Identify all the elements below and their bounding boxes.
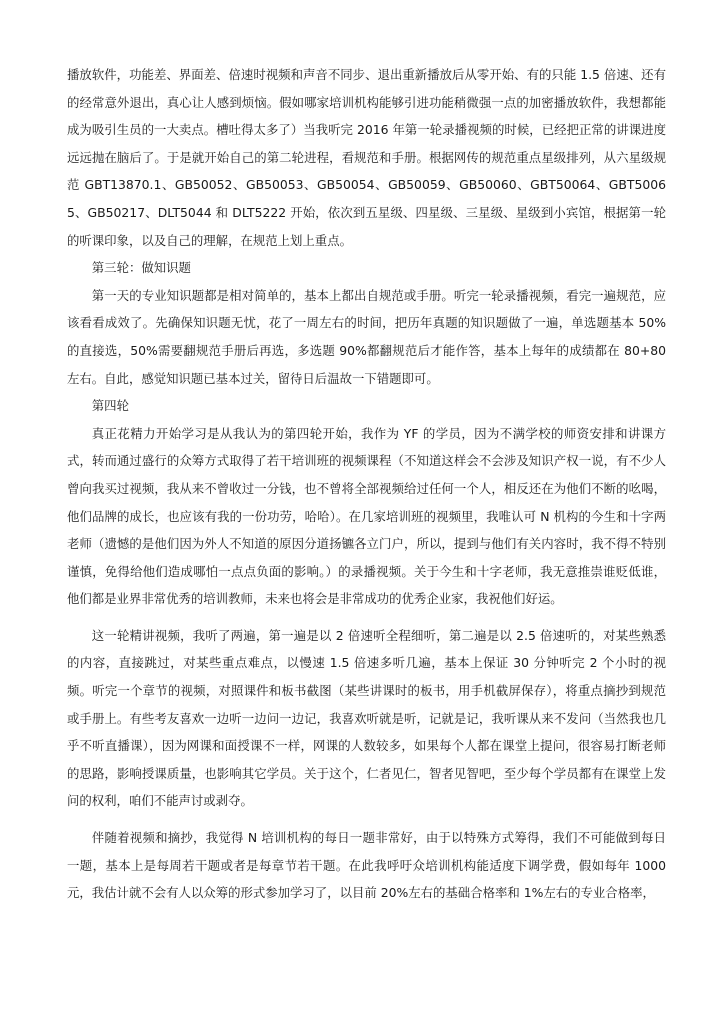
document-body (67, 61, 666, 907)
section-heading-round-four: 第四轮 (91, 398, 129, 414)
paragraph-video-study: 这一轮精讲视频，我听了两遍，第一遍是以 2 倍速听全程细听，第二遍是以 2.5 倍速听的，对某些熟悉的内容，直接跳过，对某些重点难点，以慢速 1.5 倍速多听几遍，基本上保证 30 分钟听完 2 个小时的视频。听完一个章节的视频，对照课件和板书截图（某些讲课时的板书，用手机截屏保存），将重点摘抄到规范或手册上。有些考友喜欢一边听一边问一边记，我喜欢听就是听，记就是记，我听课从来不发问（当然我也几乎不听直播课），因为网课和面授课不一样，网课的人数较多，如果每个人都在课堂上提问，很容易打断老师的思路，影响授课质量，也影响其它学员。关于这个，仁者见仁，智者见智吧，至少每个学员都有在课堂上发问的权利，咱们不能声讨或剥夺。 (67, 627, 666, 809)
paragraph-daily-question: 伴随着视频和摘抄，我觉得 N 培训机构的每日一题非常好，由于以特殊方式筹得，我们不可能做到每日一题，基本上是每周若干题或者是每章节若干题。在此我呼吁众培训机构能适度下调学费，假如每年 1000 元，我估计就不会有人以众筹的形式参加学习了，以目前 20%左右的基础合格率和 1%左右的专业合格率， (67, 830, 666, 901)
paragraph-continued: 播放软件，功能差、界面差、倍速时视频和声音不同步、退出重新播放后从零开始、有的只能 1.5 倍速、还有的经常意外退出，真心让人感到烦恼。假如哪家培训机构能够引进功能稍微强一点的加密播放软件，我想都能成为吸引生员的一大卖点。槽吐得太多了）当我听完 2016 年第一轮录播视频的时候，已经把正常的讲课进度远远抛在脑后了。于是就开始自己的第二轮进程，看规范和手册。根据网传的规范重点星级排列，从六星级规范 GBT13870.1、GB50052、GB50053、GB50054、GB50059、GB50060、GBT50064、GBT50065、GB50217、DLT5044 和 DLT5222 开始，依次到五星级、四星级、三星级、星级到小宾馆，根据第一轮的听课印象，以及自己的理解，在规范上划上重点。 (67, 67, 666, 248)
paragraph-spacer (67, 613, 666, 622)
paragraph-round-four-intro: 真正花精力开始学习是从我认为的第四轮开始，我作为 YF 的学员，因为不满学校的师资安排和讲课方式，转而通过盛行的众筹方式取得了若干培训班的视频课程（不知道这样会不会涉及知识产权一说，有不少人曾向我买过视频，我从来不曾收过一分钱，也不曾将全部视频给过任何一个人，相反还在为他们不断的吆喝，他们品牌的成长，也应该有我的一份功劳，哈哈）。在几家培训班的视频里，我唯认可 N 机构的今生和十字两老师（遗憾的是他们因为外人不知道的原因分道扬镳各立门户，所以，提到与他们有关内容时，我不得不特别谨慎，免得给他们造成哪怕一点点负面的影响。）的录播视频。关于今生和十字老师，我无意推崇谁贬低谁，他们都是业界非常优秀的培训教师，未来也将会是非常成功的优秀企业家，我祝他们好运。 (67, 425, 666, 607)
paragraph-knowledge-questions: 第一天的专业知识题都是相对简单的，基本上都出自规范或手册。听完一轮录播视频，看完一遍规范，应该看看成效了。先确保知识题无忧，花了一周左右的时间，把历年真题的知识题做了一遍，单选题基本 50%的直接选，50%需要翻规范手册后再选，多选题 90%都翻规范后才能作答，基本上每年的成绩都在 80+80 左右。自此，感觉知识题已基本过关，留待日后温故一下错题即可。 (67, 287, 666, 386)
paragraph-spacer (67, 815, 666, 824)
section-heading-round-three: 第三轮：做知识题 (91, 260, 191, 276)
